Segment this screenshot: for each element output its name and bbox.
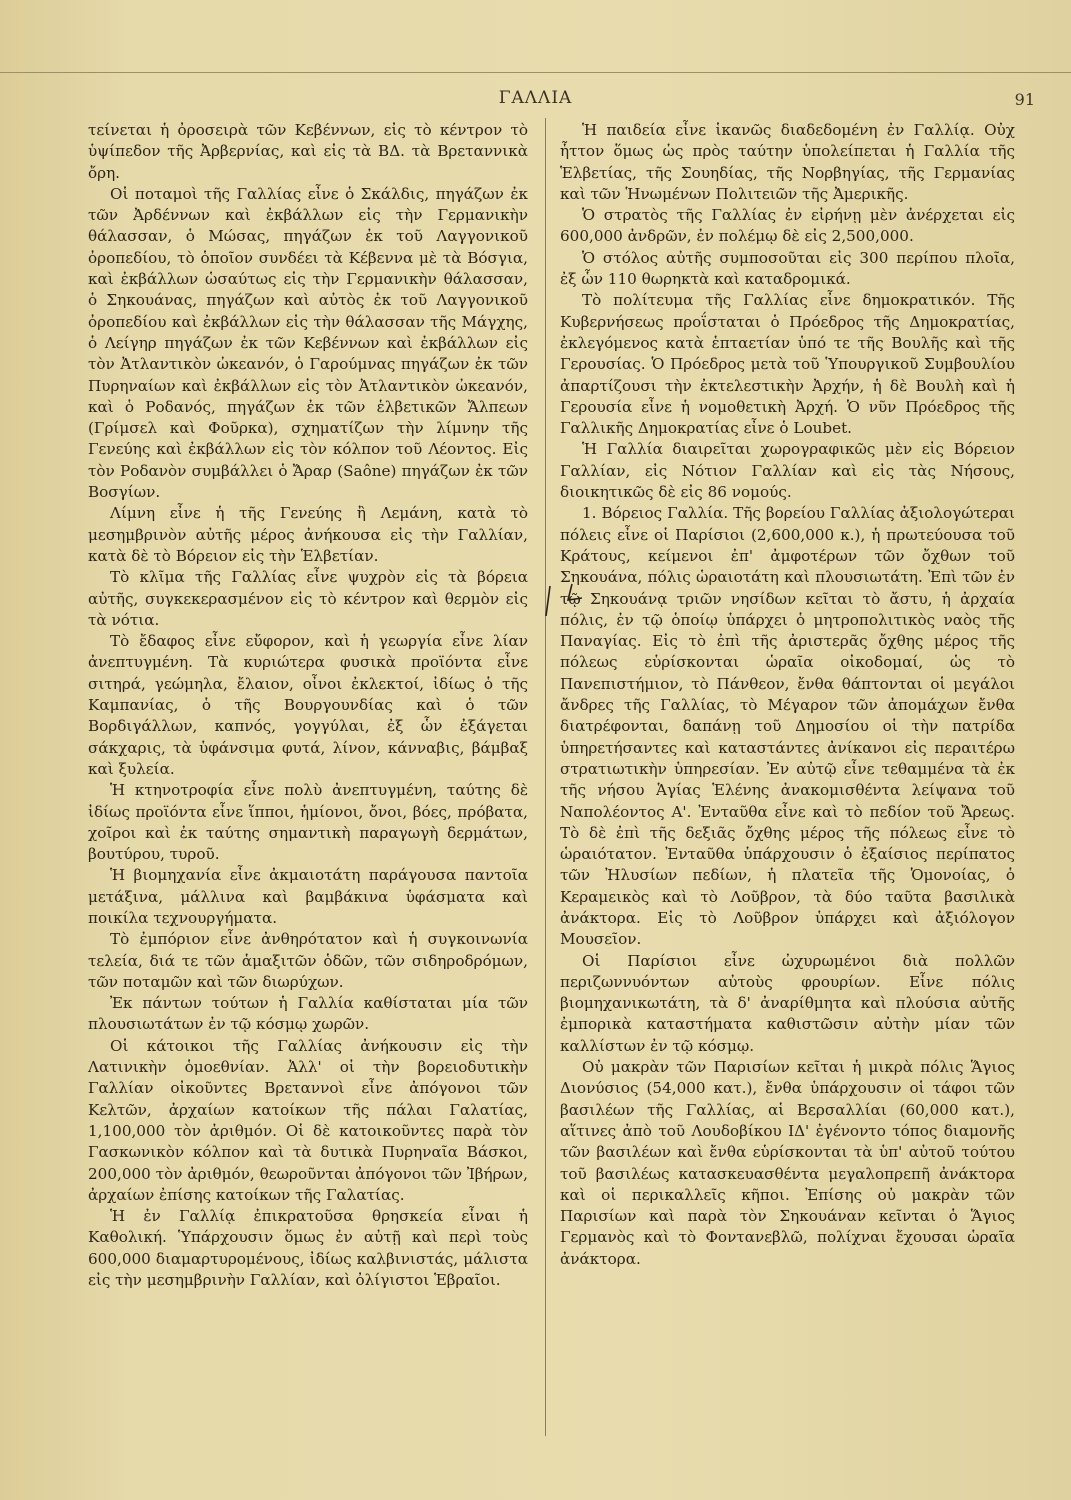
paragraph-near-paris: Οὐ μακρὰν τῶν Παρισίων κεῖται ἡ μικρὰ πόλις Ἅγιος Διονύσιος (54,000 κατ.), ἔνθα ὑπάρχουσιν οἱ τάφοι τῶν βασιλέων τῆς Γαλλίας, αἱ Βερσαλλίαι (60,000 κατ.), αἵτινες ἀπὸ τοῦ Λουδοβίκου ΙΔ' ἐγένοντο τόπος διαμονῆς τῶν βασιλέων καὶ ἔνθα εὑρίσκονται τὰ ὑπ' αὐτοῦ τούτου τοῦ βασιλέως κατασκευασθέντα μεγαλοπρεπῆ ἀνάκτορα καὶ οἱ περικαλλεῖς κῆποι. Ἐπίσης οὐ μακρὰν τῶν Παρισίων καὶ παρὰ τὸν Σηκουάναν κεῖνται ὁ Ἅγιος Γερμανὸς καὶ τὸ Φοντανεβλῶ, πολίχναι ἔχουσαι ὡραῖα ἀνάκτορα. [560, 1058, 1015, 1268]
right-column [560, 120, 1015, 1270]
paragraph-government: Τὸ πολίτευμα τῆς Γαλλίας εἶνε δημοκρατικόν. Τῆς Κυβερνήσεως προΐσταται ὁ Πρόεδρος τῆς Δημοκρατίας, ἐκλεγόμενος κατὰ ἑπταετίαν ὑπό τε τῆς Βουλῆς καὶ τῆς Γερουσίας. Ὁ Πρόεδρος μετὰ τοῦ Ὑπουργικοῦ Συμβουλίου ἀπαρτίζουσι τὴν ἐκτελεστικὴν Ἀρχήν, ἡ δὲ Βουλὴ καὶ ἡ Γερουσία εἶνε ἡ νομοθετικὴ Ἀρχή. Ὁ νῦν Πρόεδρος τῆς Γαλλικῆς Δημοκρατίας εἶνε ὁ Loubet. [560, 291, 1015, 438]
paragraph-inhabitants: Οἱ κάτοικοι τῆς Γαλλίας ἀνήκουσιν εἰς τὴν Λατινικὴν ὁμοεθνίαν. Ἀλλ' οἱ τὴν βορειοδυτικὴν Γαλλίαν οἰκοῦντες Βρεταννοὶ εἶνε ἀπόγονοι τῶν Κελτῶν, ἀρχαίων κατοίκων τῆς πάλαι Γαλατίας, 1,100,000 τὸν ἀριθμόν. Οἱ δὲ κατοικοῦντες παρὰ τὸν Γασκωνικὸν κόλπον καὶ τὰ δυτικὰ Πυρηναῖα Βάσκοι, 200,000 τὸν ἀριθμόν, θεωροῦνται ἀπόγονοι τῶν Ἰβήρων, ἀρχαίων ἐπίσης κατοίκων τῆς Γαλατίας. [88, 1036, 528, 1204]
paragraph-religion: Ἡ ἐν Γαλλίᾳ ἐπικρατοῦσα θρησκεία εἶναι ἡ Καθολική. Ὑπάρχουσιν ὅμως ἐν αὐτῇ καὶ περὶ τοὺς 600,000 διαμαρτυρομένους, ἰδίως καλβινιστάς, μάλιστα εἰς τὴν μεσημβρινὴν Γαλλίαν, καὶ ὀλίγιστοι Ἑβραῖοι. [88, 1207, 528, 1290]
handwritten-margin-mark [542, 582, 582, 622]
column-divider [545, 118, 546, 1436]
paragraph-rivers: Οἱ ποταμοὶ τῆς Γαλλίας εἶνε ὁ Σκάλδις, πηγάζων ἐκ τῶν Ἀρδέννων καὶ ἐκβάλλων εἰς τὴν Γερμανικὴν θάλασσαν, ὁ Μώσας, πηγάζων ἐκ τοῦ Λαγγονικοῦ ὀροπεδίου, τὸ ὁποῖον συνδέει τὰ Κέβεννα μὲ τὰ Βόσγια, καὶ ἐκβάλλων ὡσαύτως εἰς τὴν Γερμανικὴν θάλασσαν, ὁ Σηκουάνας, πηγάζων καὶ αὐτὸς ἐκ τοῦ Λαγγονικοῦ ὀροπεδίου καὶ ἐκβάλλων εἰς τὴν θάλασσαν τῆς Μάγχης, ὁ Λείγηρ πηγάζων ἐκ τῶν Κεβέννων καὶ ἐκβάλλων εἰς τὸν Ἀτλαντικὸν ὠκεανόν, ὁ Γαρούμνας πηγάζων ἐκ τῶν Πυρηναίων καὶ ἐκβάλλων εἰς τὸν Ἀτλαντικὸν ὠκεανόν, καὶ ὁ Ροδανός, πηγάζων ἐκ τῶν ἑλβετικῶν Ἄλπεων (Γρίμσελ καὶ Φοῦρκα), σχηματίζων τὴν λίμνην τῆς Γενεύης καὶ ἐκβάλλων εἰς τὸν κόλπον τοῦ Λέοντος. Εἰς τὸν Ροδανὸν συμβάλλει ὁ Ἄραρ (Saône) πηγάζων ἐκ τῶν Βοσγίων. [88, 184, 528, 502]
paragraph-northern-france: 1. Βόρειος Γαλλία. Τῆς βορείου Γαλλίας ἀξιολογώτεραι πόλεις εἶνε οἱ Παρίσιοι (2,600,000 κ.), ἡ πρωτεύουσα τοῦ Κράτους, κείμενοι ἐπ' ἀμφοτέρων τῶν ὄχθων τοῦ Σηκουάνα, πόλις ὡραιοτάτη καὶ πλουσιωτάτη. Ἐπὶ τῶν ἐν τῷ Σηκουάνᾳ τριῶν νησίδων κεῖται τὸ ἄστυ, ἡ ἀρχαία πόλις, ἐν τῷ ὁποίῳ ὑπάρχει ὁ μητροπολιτικὸς ναὸς τῆς Παναγίας. Εἰς τὸ ἐπὶ τῆς ἀριστερᾶς ὄχθης μέρος τῆς πόλεως εὑρίσκονται ὡραῖα οἰκοδομαί, ὡς τὸ Πανεπιστήμιον, τὸ Πάνθεον, ἔνθα θάπτονται οἱ μεγάλοι ἄνδρες τῆς Γαλλίας, τὸ Μέγαρον τῶν ἀπομάχων ἔνθα διατρέφονται, δαπάνῃ τοῦ Δημοσίου οἱ τὴν πατρίδα ὑπηρετήσαντες καὶ καταστάντες ἀνίκανοι εἰς περαιτέρω στρατιωτικὴν ὑπηρεσίαν. Ἐν αὐτῷ εἶνε τεθαμμένα τὰ ἐκ τῆς νήσου Ἁγίας Ἑλένης ἀνακομισθέντα λείψανα τοῦ Ναπολέοντος Α'. Ἐνταῦθα εἶνε καὶ τὸ πεδίον τοῦ Ἄρεως. Τὸ δὲ ἐπὶ τῆς δεξιᾶς ὄχθης μέρος τῆς πόλεως εἶνε τὸ ὡραιότατον. Ἐνταῦθα ὑπάρχουσιν ὁ ἐξαίσιος περίπατος τῶν Ἠλυσίων πεδίων, ἡ πλατεῖα τῆς Ὁμονοίας, ὁ Κεραμεικὸς καὶ τὸ Λοῦβρον, τὰ δύο ταῦτα βασιλικὰ ἀνάκτορα. Εἰς τὸ Λοῦβρον ὑπάρχει καὶ ἀξιόλογον Μουσεῖον. [560, 504, 1015, 949]
paragraph-paris-fortified: Οἱ Παρίσιοι εἶνε ὠχυρωμένοι διὰ πολλῶν περιζωννυόντων αὐτοὺς φρουρίων. Εἶνε πόλις βιομηχανικωτάτη, τὰ δ' ἀναρίθμητα καὶ πλούσια αὐτῆς ἐμπορικὰ καταστήματα καθιστῶσιν αὐτὴν μίαν τῶν καλλίστων ἐν τῷ κόσμῳ. [560, 951, 1015, 1055]
paragraph-wealth: Ἐκ πάντων τούτων ἡ Γαλλία καθίσταται μία τῶν πλουσιωτάτων ἐν τῷ κόσμῳ χωρῶν. [88, 994, 528, 1034]
paragraph-commerce: Τὸ ἐμπόριον εἶνε ἀνθηρότατον καὶ ἡ συγκοινωνία τελεία, διά τε τῶν ἁμαξιτῶν ὁδῶν, τῶν σιδηροδρόμων, τῶν ποταμῶν καὶ τῶν διωρύχων. [88, 930, 528, 991]
paragraph-mountains: τείνεται ἡ ὀροσειρὰ τῶν Κεβέννων, εἰς τὸ κέντρον τὸ ὑψίπεδον τῆς Ἀρβερνίας, καὶ εἰς τὰ ΒΔ. τὰ Βρεταννικὰ ὄρη. [88, 121, 528, 182]
page-top-edge [0, 0, 1071, 73]
paragraph-industry: Ἡ βιομηχανία εἶνε ἀκμαιοτάτη παράγουσα παντοῖα μετάξινα, μάλλινα καὶ βαμβάκινα ὑφάσματα καὶ ποικίλα τεχνουργήματα. [88, 866, 528, 927]
paragraph-divisions: Ἡ Γαλλία διαιρεῖται χωρογραφικῶς μὲν εἰς Βόρειον Γαλλίαν, εἰς Νότιον Γαλλίαν καὶ εἰς τὰς Νήσους, διοικητικῶς δὲ εἰς 86 νομούς. [560, 440, 1015, 502]
page-number: 91 [1014, 90, 1035, 109]
running-header-title: ΓΑΛΛΙΑ [498, 88, 573, 108]
paragraph-lakes: Λίμνη εἶνε ἡ τῆς Γενεύης ἢ Λεμάνη, κατὰ τὸ μεσημβρινὸν αὐτῆς μέρος ἀνήκουσα εἰς τὴν Γαλλίαν, κατὰ δὲ τὸ Βόρειον εἰς τὴν Ἑλβετίαν. [88, 504, 528, 565]
left-column [88, 120, 528, 1291]
paragraph-climate: Τὸ κλῖμα τῆς Γαλλίας εἶνε ψυχρὸν εἰς τὰ βόρεια αὐτῆς, συγκεκερασμένον εἰς τὸ κέντρον καὶ θερμὸν εἰς τὰ νότια. [88, 568, 528, 629]
paragraph-education: Ἡ παιδεία εἶνε ἱκανῶς διαδεδομένη ἐν Γαλλίᾳ. Οὐχ ἧττον ὅμως ὡς πρὸς ταύτην ὑπολείπεται ἡ Γαλλία τῆς Ἑλβετίας, τῆς Σουηδίας, τῆς Νορβηγίας, τῆς Γερμανίας καὶ τῶν Ἡνωμένων Πολιτειῶν τῆς Ἀμερικῆς. [560, 121, 1015, 203]
paragraph-army: Ὁ στρατὸς τῆς Γαλλίας ἐν εἰρήνῃ μὲν ἀνέρχεται εἰς 600,000 ἀνδρῶν, ἐν πολέμῳ δὲ εἰς 2,500,000. [560, 206, 1015, 246]
paragraph-soil: Τὸ ἔδαφος εἶνε εὔφορον, καὶ ἡ γεωργία εἶνε λίαν ἀνεπτυγμένη. Τὰ κυριώτερα φυσικὰ προϊόντα εἶνε σιτηρά, γεώμηλα, ἔλαιον, οἶνοι ἐκλεκτοί, ἰδίως ὁ τῆς Καμπανίας, ὁ τῆς Βουργουνδίας καὶ ὁ τῶν Βορδιγάλλων, καπνός, γογγύλαι, ἐξ ὧν ἐξάγεται σάκχαρις, τὰ ὑφάνσιμα φυτά, λίνον, κάνναβις, βάμβαξ καὶ ξυλεία. [88, 632, 528, 778]
paragraph-fleet: Ὁ στόλος αὐτῆς συμποσοῦται εἰς 300 περίπου πλοῖα, ἐξ ὧν 110 θωρηκτὰ καὶ καταδρομικά. [560, 248, 1015, 289]
paragraph-livestock: Ἡ κτηνοτροφία εἶνε πολὺ ἀνεπτυγμένη, ταύτης δὲ ἰδίως προϊόντα εἶνε ἵπποι, ἡμίονοι, ὄνοι, βόες, πρόβατα, χοῖροι καὶ ἐκ ταύτης σημαντικὴ παραγωγὴ δερμάτων, βουτύρου, τυροῦ. [88, 781, 528, 864]
